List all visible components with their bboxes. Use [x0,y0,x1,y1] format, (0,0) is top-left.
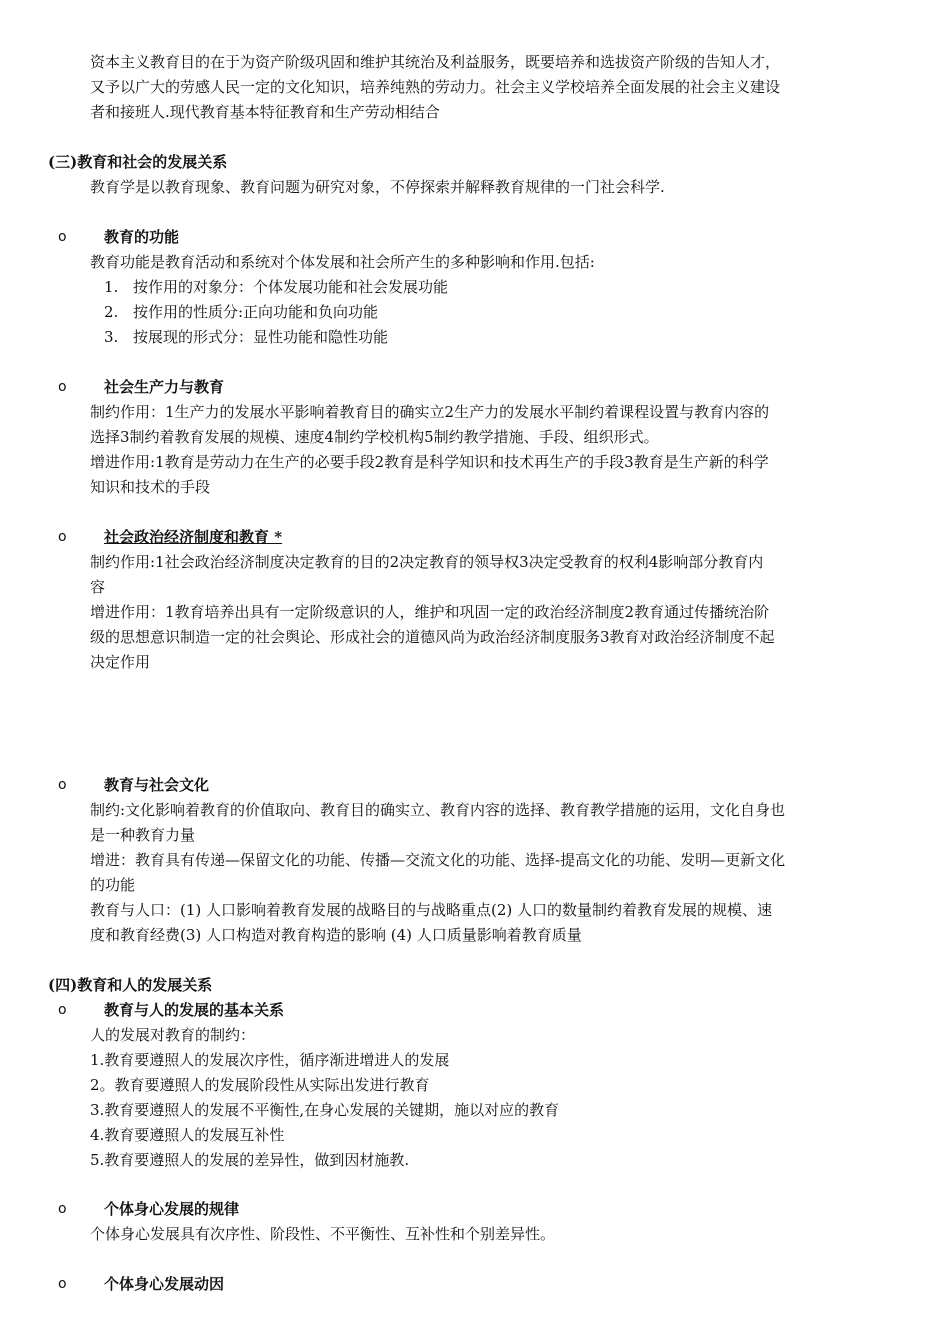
productivity-line: 增进作用:1教育是劳动力在生产的必要手段2教育是科学知识和技术再生产的手段3教育是生产新的科学 [90,453,769,471]
section-3-heading: (三)教育和社会的发展关系 [48,153,228,171]
culture-line: 教育与人口：(1) 人口影响着教育发展的战略目的与战略重点(2) 人口的数量制约着教育发展的规模、速 [90,901,773,919]
culture-heading: 教育与社会文化 [104,776,210,794]
basic-line: 人的发展对教育的制约： [90,1026,256,1044]
basic-relation-heading: 教育与人的发展的基本关系 [104,1001,285,1019]
bullet-icon: o [58,777,67,793]
culture-line: 制约:文化影响着教育的价值取向、教育目的确实立、教育内容的选择、教育教学措施的运用，文化自身也 [90,801,786,819]
functions-heading: 教育的功能 [104,228,180,246]
productivity-line: 选择3制约着教育发展的规模、速度4制约学校机构5制约教学措施、手段、组织形式。 [90,428,659,446]
functions-desc: 教育功能是教育活动和系统对个体发展和社会所产生的多种影响和作用.包括: [90,253,595,271]
bullet-icon: o [58,529,67,545]
list-number: 3. [104,328,119,346]
intro-line-1: 资本主义教育目的在于为资产阶级巩固和维护其统治及利益服务，既要培养和选拔资产阶级的告知人才， [90,53,781,71]
bullet-icon: o [58,379,67,395]
laws-desc: 个体身心发展具有次序性、阶段性、不平衡性、互补性和个别差异性。 [90,1225,556,1243]
bullet-icon: o [58,229,67,245]
culture-line: 度和教育经费(3) 人口构造对教育构造的影响 (4) 人口质量影响着教育质量 [90,926,582,944]
productivity-heading: 社会生产力与教育 [104,378,225,396]
bullet-icon: o [58,1201,67,1217]
motive-heading: 个体身心发展动因 [104,1275,225,1293]
politics-line: 制约作用:1社会政治经济制度决定教育的目的2决定教育的领导权3决定受教育的权利4影响部分教育内 [90,553,764,571]
basic-line: 3.教育要遵照人的发展不平衡性,在身心发展的关键期，施以对应的教育 [90,1101,560,1119]
productivity-line: 知识和技术的手段 [90,478,211,496]
culture-line: 是一种教育力量 [90,826,196,844]
list-item: 按作用的性质分:正向功能和负向功能 [133,303,379,321]
productivity-line: 制约作用：1生产力的发展水平影响着教育目的确实立2生产力的发展水平制约着课程设置与教育内容的 [90,403,770,421]
bullet-icon: o [58,1276,67,1292]
politics-line: 级的思想意识制造一定的社会舆论、形成社会的道德风尚为政治经济制度服务3教育对政治经济制度不起 [90,628,775,646]
list-number: 2. [104,303,119,321]
section-4-heading: (四)教育和人的发展关系 [48,976,213,994]
culture-line: 增进：教育具有传递—保留文化的功能、传播—交流文化的功能、选择-提高文化的功能、发明—更新文化 [90,851,786,869]
politics-line: 增进作用：1教育培养出具有一定阶级意识的人，维护和巩固一定的政治经济制度2教育通过传播统治阶 [90,603,770,621]
politics-line: 容 [90,578,106,596]
culture-line: 的功能 [90,876,136,894]
basic-line: 1.教育要遵照人的发展次序性，循序渐进增进人的发展 [90,1051,450,1069]
list-item: 按作用的对象分：个体发展功能和社会发展功能 [133,278,449,296]
basic-line: 5.教育要遵照人的发展的差异性，做到因材施教. [90,1151,410,1169]
basic-line: 2。教育要遵照人的发展阶段性从实际出发进行教育 [90,1076,430,1094]
intro-line-3: 者和接班人.现代教育基本特征教育和生产劳动相结合 [90,103,440,121]
bullet-icon: o [58,1002,67,1018]
intro-line-2: 又予以广大的劳感人民一定的文化知识，培养纯熟的劳动力。社会主义学校培养全面发展的社会主义建设 [90,78,781,96]
politics-heading: 社会政治经济制度和教育 * [104,528,283,546]
section-3-desc: 教育学是以教育现象、教育问题为研究对象，不停探索并解释教育规律的一门社会科学. [90,178,665,196]
laws-heading: 个体身心发展的规律 [104,1200,240,1218]
list-number: 1. [104,278,119,296]
basic-line: 4.教育要遵照人的发展互补性 [90,1126,285,1144]
politics-line: 决定作用 [90,653,151,671]
list-item: 按展现的形式分：显性功能和隐性功能 [133,328,389,346]
